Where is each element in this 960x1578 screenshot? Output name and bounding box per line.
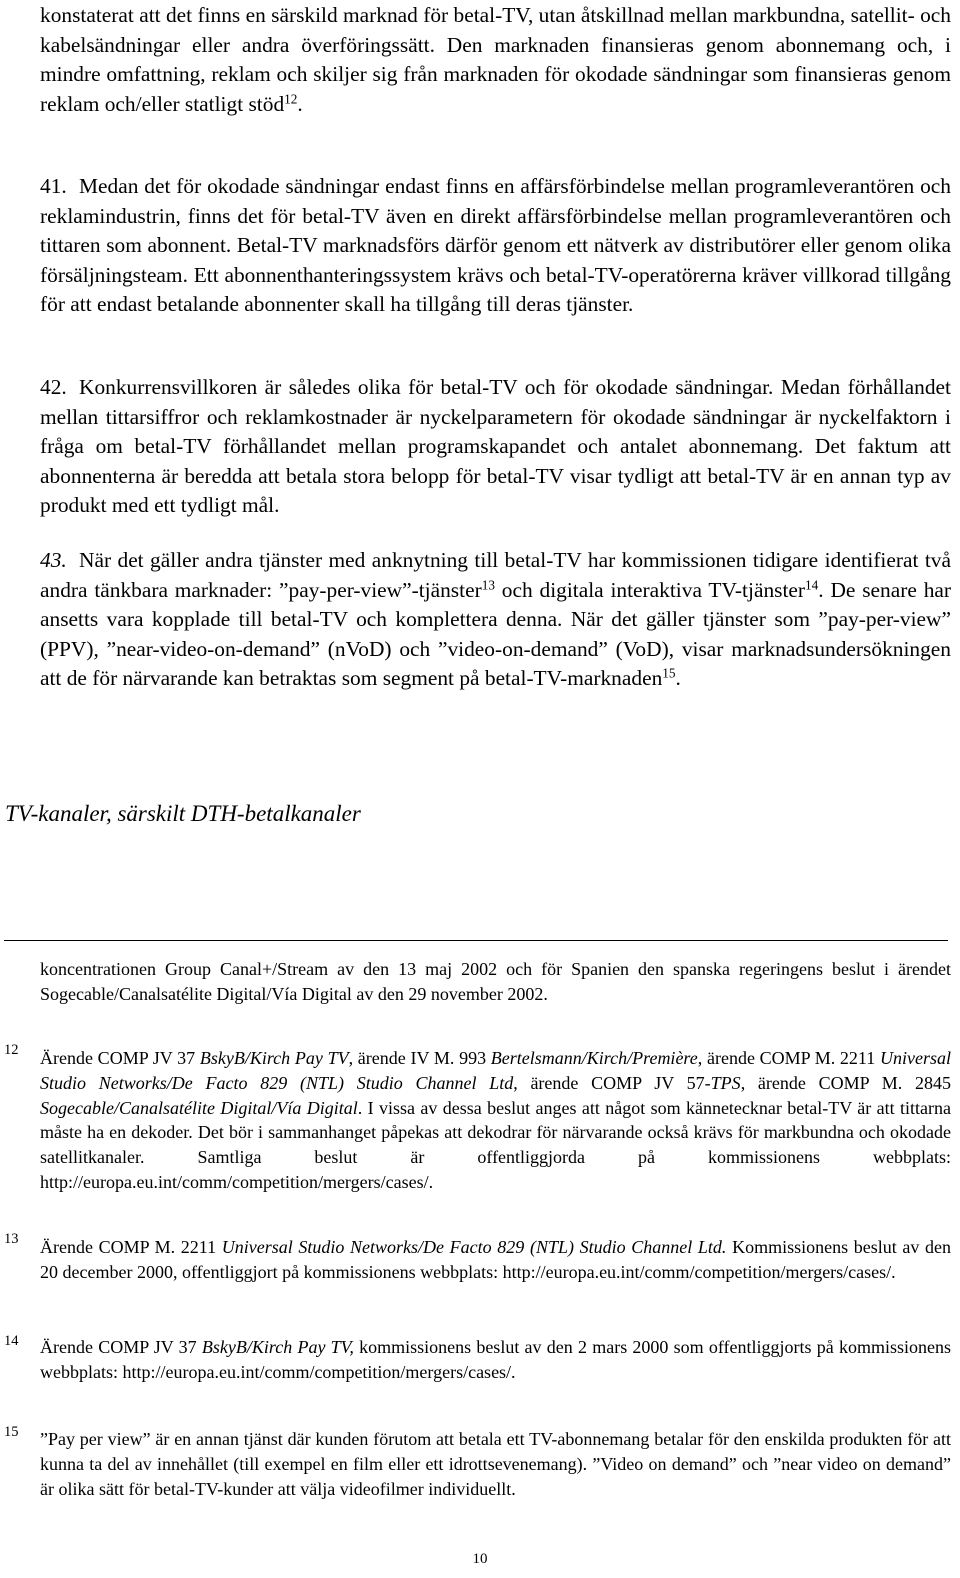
paragraph-intro: konstaterat att det finns en särskild marknad för betal-TV, utan åtskillnad mellan markbundna, satellit- och kabelsändningar eller andra överföringssätt. Den marknaden finansieras genom abonnemang och, i mindre omfattning, reklam och skiljer sig från marknaden för okodade sändningar som finansieras genom reklam och/eller statligt stöd$^{12}$.: [40, 3, 951, 116]
paragraph-number: 43.: [40, 548, 67, 572]
footnote-separator: [4, 940, 948, 941]
footnote-12: Ärende COMP JV 37 BskyB/Kirch Pay TV, ärende IV M. 993 Bertelsmann/Kirch/Première, ärende COMP M. 2211 Universal Studio Networks/De Facto 829 (NTL) Studio Channel Ltd, ärende COMP JV 57-TPS, ärende COMP M. 2845 Sogecable/Canalsatélite Digital/Vía Digital. I vissa av dessa beslut anges att något som kännetecknar betal-TV är att tittarna måste ha en dekoder. Det bör i sammanhanget påpekas att dekodrar för närvarande också krävs för markbundna och okodade satellitkanaler. Samtliga beslut är offentliggjorda på kommissionens webbplats: http://europa.eu.int/comm/competition/mergers/cases/.: [40, 1048, 951, 1192]
paragraph-number: 41.: [40, 174, 67, 198]
footnote-14: Ärende COMP JV 37 BskyB/Kirch Pay TV, kommissionens beslut av den 2 mars 2000 som offentliggjorts på kommissionens webbplats: http://europa.eu.int/comm/competition/mergers/cases/.: [40, 1337, 951, 1382]
footnote-ref-13: 13: [481, 577, 495, 593]
paragraph-number: 42.: [40, 375, 67, 399]
page-number: 10: [472, 1551, 488, 1567]
section-heading: TV-kanaler, särskilt DTH-betalkanaler: [5, 801, 361, 826]
footnote-13-mark: 13: [4, 1231, 19, 1247]
footnote-12-mark: 12: [4, 1042, 19, 1058]
footnote-15-mark: 15: [4, 1424, 19, 1440]
footnote-continued: koncentrationen Group Canal+/Stream av den 13 maj 2002 och för Spanien den spanska regeringens beslut i ärendet Sogecable/Canalsatélite Digital/Vía Digital av den 29 november 2002.: [40, 959, 951, 1004]
paragraph-41: 41. Medan det för okodade sändningar endast finns en affärsförbindelse mellan programleverantören och reklamindustrin, finns det för betal-TV även en direkt affärsförbindelse mellan programleverantören och tittaren som abonnent. Betal-TV marknadsförs därför genom ett nätverk av distributörer eller genom olika försäljningsteam. Ett abonnenthanteringssystem krävs och betal-TV-operatörerna kräver villkorad tillgång för att endast betalande abonnenter skall ha tillgång till deras tjänster.: [40, 174, 951, 317]
footnote-14-mark: 14: [4, 1333, 19, 1349]
footnote-ref-15: 15: [662, 666, 676, 682]
paragraph-42: 42. Konkurrensvillkoren är således olika för betal-TV och för okodade sändningar. Medan förhållandet mellan tittarsiffror och reklamkostnader är nyckelparametern för okodade sändningar är nyckelfaktorn i fråga om betal-TV förhållandet mellan programskapandet och antalet abonnemang. Det faktum att abonnenterna är beredda att betala stora belopp för betal-TV visar tydligt att betal-TV är en annan typ av produkt med ett tydligt mål.: [40, 375, 951, 518]
paragraph-43: 43. När det gäller andra tjänster med anknytning till betal-TV har kommissionen tidigare identifierat två andra tänkbara marknader: ”pay-per-view”-tjänster$^{13}$ och digitala interaktiva TV-tjänster$^{14}$. De senare har ansetts vara kopplade till betal-TV och komplettera denna. När det gäller tjänster som ”pay-per-view” (PPV), ”near-video-on-demand” (nVoD) och ”video-on-demand” (VoD), visar marknadsundersökningen att de för närvarande kan betraktas som segment på betal-TV-marknaden$^{15}$.: [40, 548, 952, 691]
footnote-13: Ärende COMP M. 2211 Universal Studio Networks/De Facto 829 (NTL) Studio Channel Ltd. Kommissionens beslut av den 20 december 2000, offentliggjort på kommissionens webbplats: http://europa.eu.int/comm/competition/mergers/cases/.: [40, 1237, 951, 1282]
footnote-ref-12: 12: [284, 91, 298, 107]
footnote-ref-14: 14: [805, 577, 819, 593]
footnote-15: ”Pay per view” är en annan tjänst där kunden förutom att betala ett TV-abonnemang betalar för den enskilda produkten för att kunna ta del av innehållet (till exempel en film eller ett idrottsevenemang). ”Video on demand” och ”near video on demand” är olika sätt för betal-TV-kunder att välja videofilmer individuellt.: [40, 1429, 951, 1499]
